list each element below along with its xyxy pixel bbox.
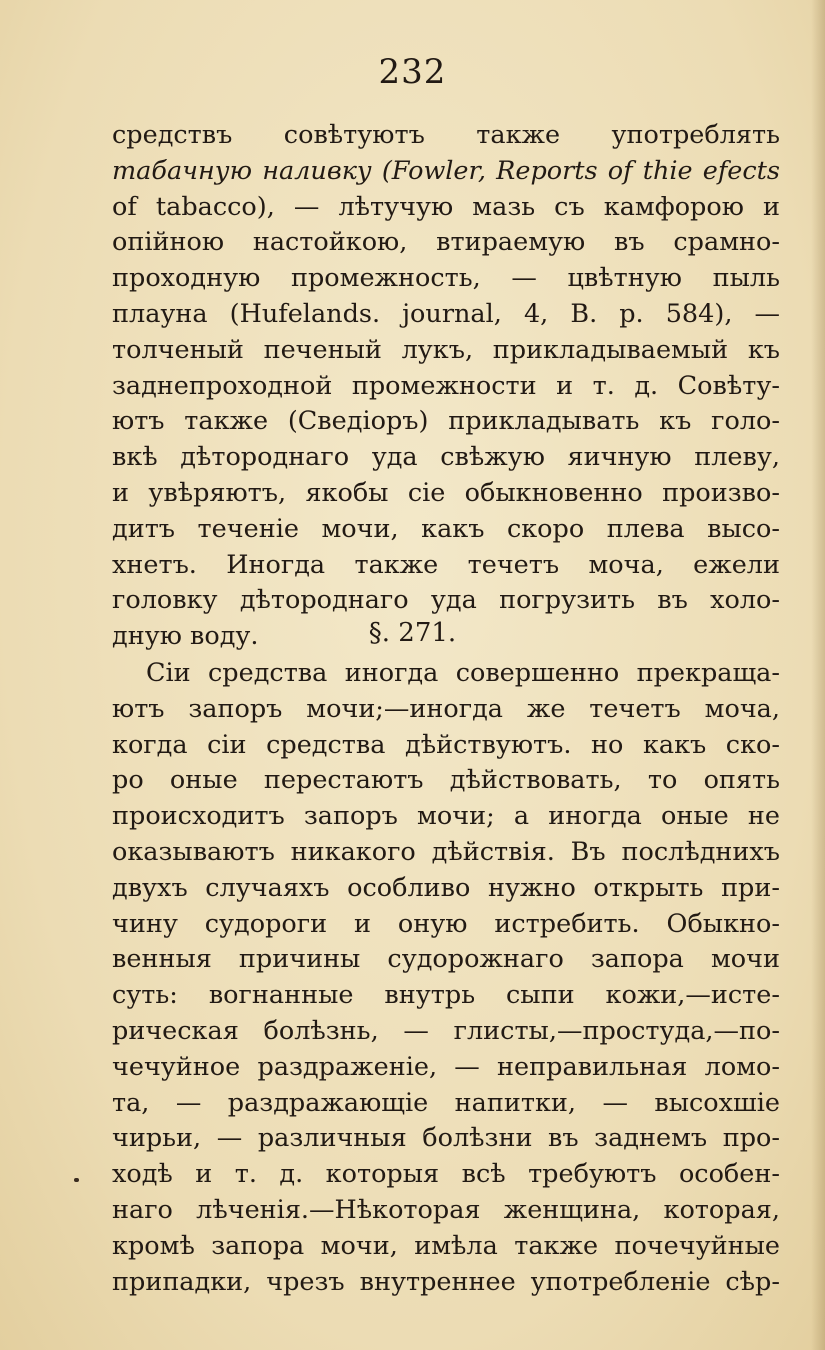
- page-edge-shadow: [811, 0, 825, 1350]
- text-line: двухъ случаяхъ особливо нужно открыть при-: [112, 872, 780, 903]
- text-line: головку дѣтороднаго уда погрузить въ холо-: [112, 585, 780, 616]
- text-line: вкѣ дѣтороднаго уда свѣжую яичную плеву,: [112, 442, 780, 473]
- text-line: припадки, чрезъ внутреннее употребленіе сѣр-: [112, 1266, 780, 1297]
- text-line: чину судороги и оную истребить. Обыкно-: [112, 908, 780, 939]
- text-line: суть: вогнанные внутрь сыпи кожи,—исте-: [112, 980, 780, 1011]
- text-line: венныя причины судорожнаго запора мочи: [112, 944, 780, 975]
- text-line: та, — раздражающіе напитки, — высохшіе: [112, 1087, 780, 1118]
- text-line: ютъ также (Сведіоръ) прикладывать къ голо-: [112, 406, 780, 437]
- paragraph-section-271: [112, 656, 780, 1300]
- text-line: проходную промежность, — цвѣтную пыль: [112, 263, 780, 294]
- paragraph-continued: [112, 118, 780, 655]
- text-line: ютъ запоръ мочи;—иногда же течетъ моча,: [112, 693, 780, 724]
- text-line: толченый печеный лукъ, прикладываемый къ: [112, 334, 780, 365]
- text-line: опійною настойкою, втираемую въ срамно-: [112, 227, 780, 258]
- text-line: кромѣ запора мочи, имѣла также почечуйные: [112, 1230, 780, 1261]
- text-line: заднепроходной промежности и т. д. Совѣту-: [112, 370, 780, 401]
- ink-speck: [74, 1178, 79, 1182]
- text-line: ходѣ и т. д. которыя всѣ требуютъ особен-: [112, 1159, 780, 1190]
- text-line: ро оные перестаютъ дѣйствовать, то опять: [112, 765, 780, 796]
- text-line: наго лѣченія.—Нѣкоторая женщина, которая,: [112, 1194, 780, 1225]
- text-line: дную воду.: [112, 621, 259, 652]
- section-heading: §. 271.: [368, 618, 457, 648]
- text-line: средствъ совѣтуютъ также употреблять: [112, 120, 780, 150]
- text-line: хнетъ. Иногда также течетъ моча, ежели: [112, 549, 780, 580]
- text-line: когда сіи средства дѣйствуютъ. но какъ ско-: [112, 729, 780, 760]
- text-line: происходитъ запоръ мочи; а иногда оные не: [112, 801, 780, 832]
- page-number: 232: [378, 52, 447, 92]
- text-line: чирьи, — различныя болѣзни въ заднемъ про-: [112, 1123, 780, 1154]
- text-line: оказываютъ никакого дѣйствія. Въ послѣднихъ: [112, 836, 780, 867]
- text-line: плауна (Hufelands. journal, 4, B. p. 584), —: [112, 298, 780, 329]
- text-line: чечуйное раздраженіе, — неправильная ломо-: [112, 1051, 780, 1082]
- text-line: дитъ теченіе мочи, какъ скоро плева высо-: [112, 513, 780, 544]
- text-line: of tabacco), — лѣтучую мазь съ камфорою и: [112, 191, 780, 222]
- text-line: табачную наливку (Fowler, Reports of thie efects: [112, 155, 780, 186]
- text-line: рическая болѣзнь, — глисты,—простуда,—по-: [112, 1015, 780, 1046]
- text-line: Сіи средства иногда совершенно прекраща-: [146, 658, 780, 688]
- text-line: и увѣряютъ, якобы сіе обыкновенно произво-: [112, 477, 780, 508]
